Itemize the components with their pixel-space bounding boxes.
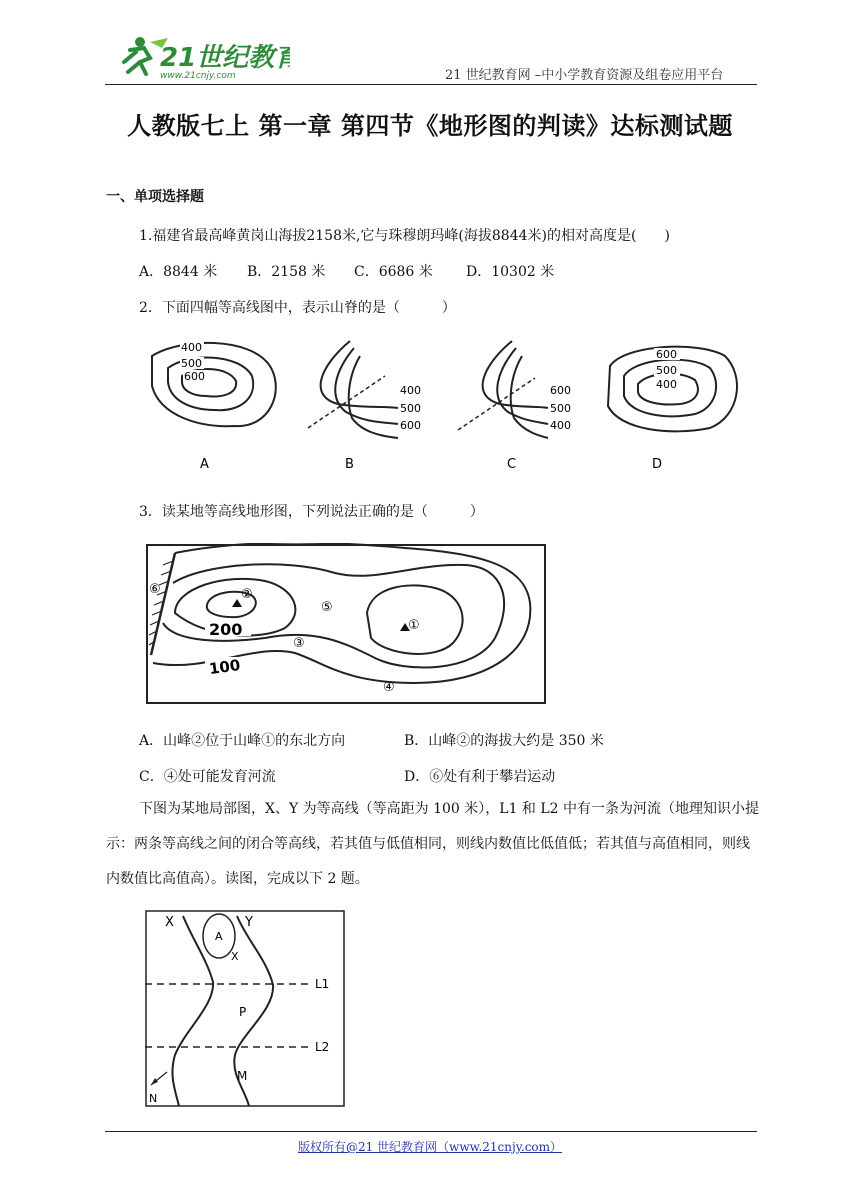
svg-text:X: X (231, 950, 239, 963)
figure-a-label: A (200, 457, 209, 472)
figure-d-label: D (652, 457, 663, 472)
q1-option-d: D．10302 米 (466, 264, 555, 280)
question-1-stem: 1.福建省最高峰黄岗山海拔2158米,它与珠穆朗玛峰(海拔8844米)的相对高度是( ) (139, 228, 670, 244)
svg-text:500: 500 (656, 364, 677, 377)
svg-text:600: 600 (400, 419, 421, 432)
figure-b-label: B (345, 457, 354, 472)
q1-option-c: C．6686 米 (354, 264, 433, 280)
figure-d (608, 347, 737, 472)
question-2-stem: 2．下面四幅等高线图中，表示山脊的是（ ） (139, 300, 456, 316)
q3-contour-map (145, 543, 547, 705)
svg-text:L1: L1 (315, 977, 330, 991)
svg-text:400: 400 (656, 378, 677, 391)
figure-a (152, 341, 276, 472)
svg-text:N: N (149, 1092, 158, 1105)
logo-text: 21世纪教育 (160, 43, 290, 73)
header-site-name: 21 世纪教育网 –中小学教育资源及组卷应用平台 (445, 68, 724, 83)
svg-text:M: M (237, 1069, 248, 1083)
svg-text:100: 100 (207, 655, 242, 679)
q1-option-a: A．8844 米 (139, 264, 218, 280)
svg-text:500: 500 (181, 357, 202, 370)
header-divider (105, 84, 757, 85)
page-title: 人教版七上 第一章 第四节《地形图的判读》达标测试题 (127, 112, 733, 140)
svg-text:500: 500 (550, 402, 571, 415)
q3-option-b: B．山峰②的海拔大约是 350 米 (404, 733, 604, 749)
svg-text:A: A (215, 930, 223, 943)
svg-text:L2: L2 (315, 1040, 330, 1054)
svg-text:600: 600 (656, 348, 677, 361)
q3-option-c: C．④处可能发育河流 (139, 769, 276, 785)
q3-option-a: A．山峰②位于山峰①的东北方向 (139, 733, 346, 749)
passage-text: 下图为某地局部图，X、Y 为等高线（等高距为 100 米），L1 和 L2 中有一条为河流（地理知识小提示：两条等高线之间的闭合等高线，若其值与低值相同，则线内数值比低值低；若其值与高值相同，则线内数值比高值高）。读图，完成以下 2 题。 (106, 801, 760, 887)
svg-text:600: 600 (184, 370, 205, 383)
svg-text:①: ① (408, 618, 420, 633)
site-logo (110, 32, 290, 82)
svg-text:400: 400 (550, 419, 571, 432)
svg-text:400: 400 (400, 384, 421, 397)
svg-text:③: ③ (293, 636, 305, 651)
svg-text:②: ② (241, 587, 253, 602)
svg-text:600: 600 (550, 384, 571, 397)
svg-text:X: X (165, 915, 174, 930)
q1-option-b: B．2158 米 (247, 264, 326, 280)
svg-text:Y: Y (245, 915, 253, 930)
q4-local-map (145, 910, 345, 1108)
q3-option-d: D．⑥处有利于攀岩运动 (404, 769, 556, 785)
question-3-stem: 3．读某地等高线地形图，下列说法正确的是（ ） (139, 504, 484, 520)
footer-copyright-link[interactable]: 版权所有@21 世纪教育网（www.21cnjy.com） (297, 1140, 563, 1154)
svg-text:P: P (239, 1005, 247, 1019)
q2-contour-figures (140, 336, 750, 476)
svg-text:⑥: ⑥ (149, 582, 161, 597)
figure-c-label: C (507, 457, 517, 472)
svg-text:400: 400 (181, 341, 202, 354)
footer-divider (105, 1131, 757, 1132)
figure-c (458, 341, 571, 472)
figure-b (308, 341, 421, 472)
svg-text:500: 500 (400, 402, 421, 415)
svg-text:200: 200 (209, 620, 243, 639)
logo-url: www.21cnjy.com (160, 71, 236, 81)
svg-text:④: ④ (383, 680, 395, 695)
section-heading: 一、单项选择题 (106, 189, 204, 205)
svg-text:⑤: ⑤ (321, 600, 333, 615)
